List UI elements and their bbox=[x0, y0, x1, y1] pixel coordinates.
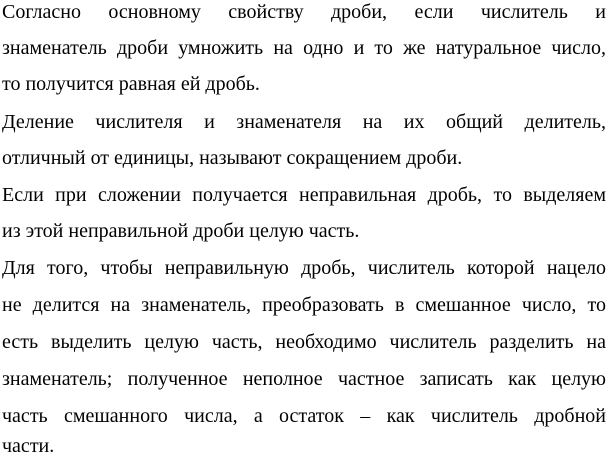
text-line: Если при сложении получается неправильная дробь, то выделяем bbox=[2, 184, 606, 206]
text-line: не делится на знаменатель, преобразовать в смешанное число, то bbox=[2, 294, 606, 316]
text-line: Согласно основному свойству дроби, если числитель и bbox=[2, 1, 606, 23]
text-line: часть смешанного числа, а остаток – как числитель дробной bbox=[2, 405, 606, 427]
text-line: есть выделить целую часть, необходимо числитель разделить на bbox=[2, 331, 606, 353]
text-line: Для того, чтобы неправильную дробь, числитель которой нацело bbox=[2, 257, 606, 279]
text-line: знаменатель дроби умножить на одно и то же натуральное число, bbox=[2, 37, 606, 59]
text-line: части. bbox=[2, 435, 55, 457]
text-line: то получится равная ей дробь. bbox=[2, 73, 260, 95]
text-line: из этой неправильной дроби целую часть. bbox=[2, 220, 360, 242]
text-line: знаменатель; полученное неполное частное записать как целую bbox=[2, 368, 606, 390]
text-line: отличный от единицы, называют сокращением дроби. bbox=[2, 147, 463, 169]
text-line: Деление числителя и знаменателя на их общий делитель, bbox=[2, 111, 606, 133]
